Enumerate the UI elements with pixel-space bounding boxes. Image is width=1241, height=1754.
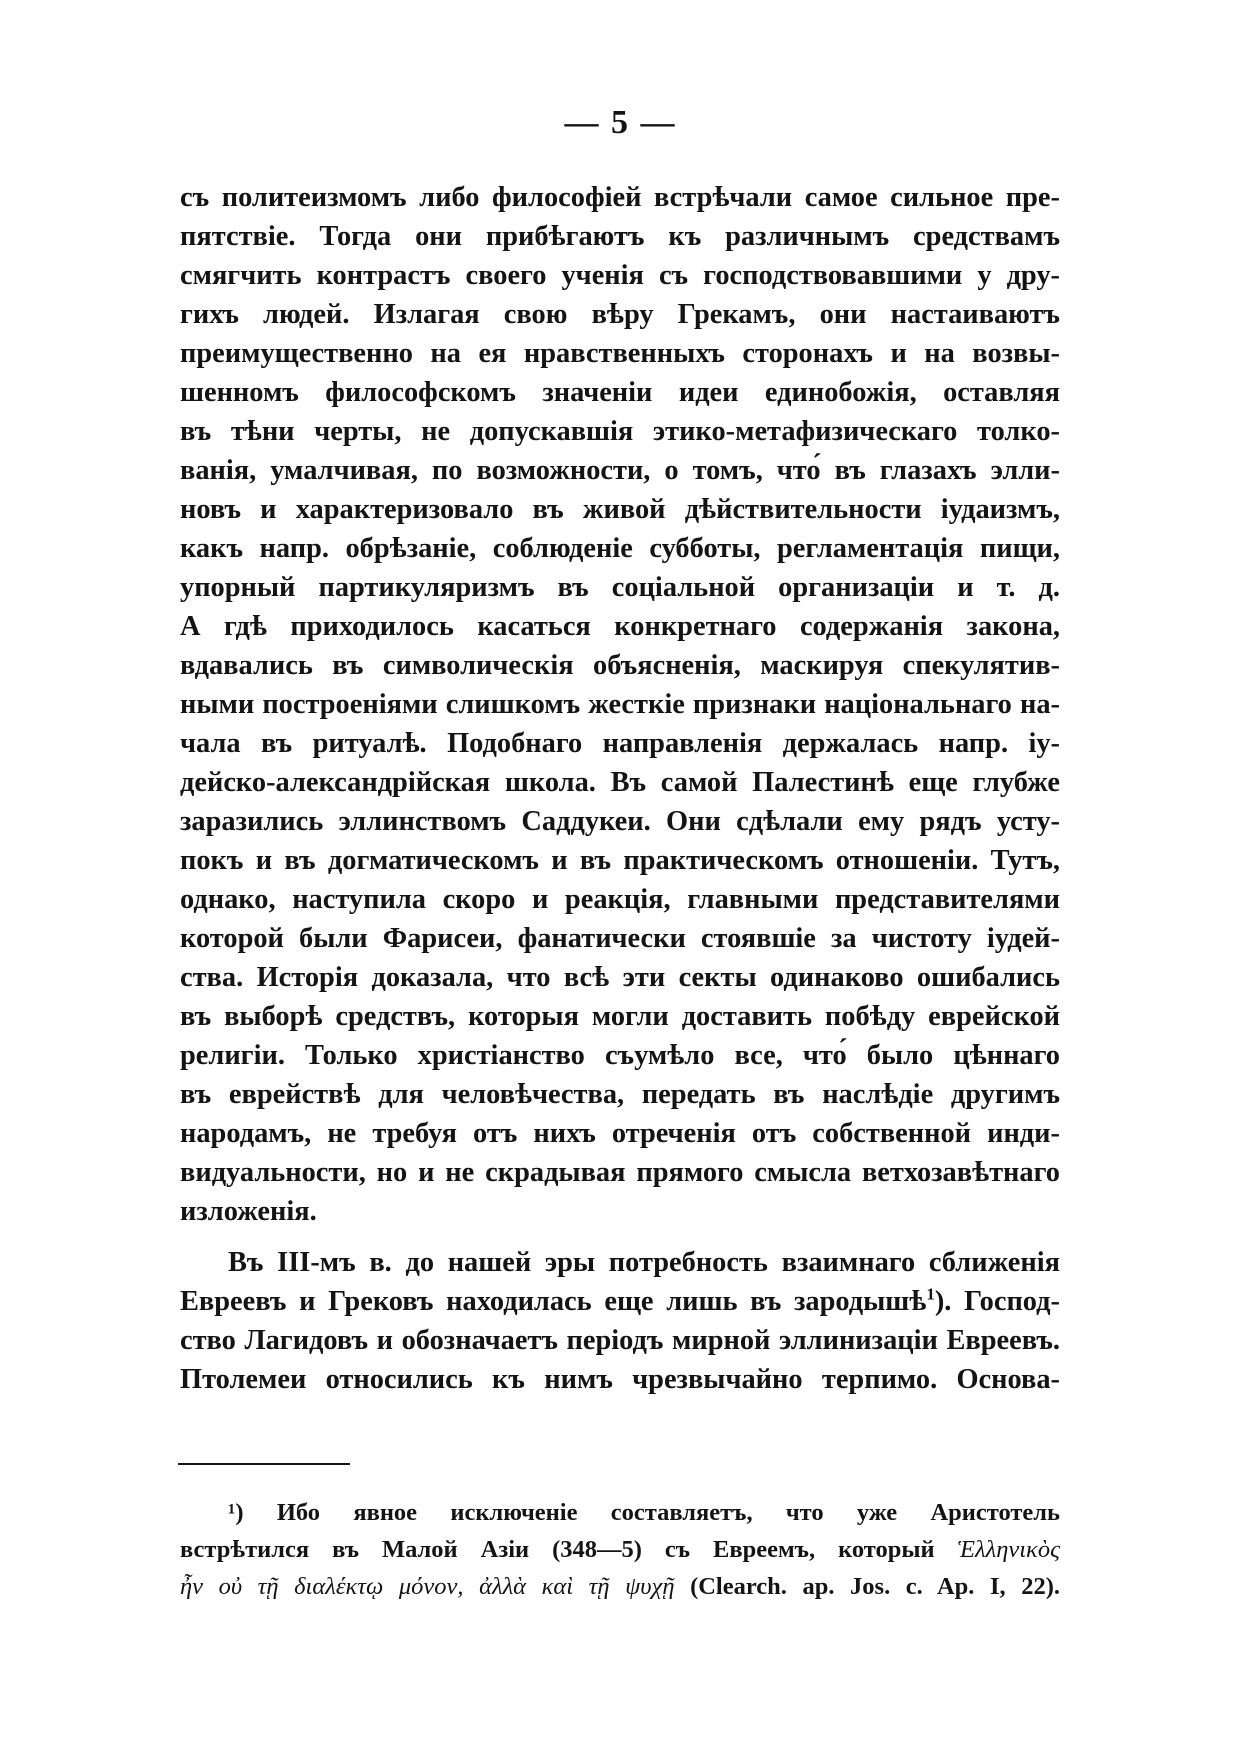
text-line: народамъ, не требуя отъ нихъ отреченія отъ собственной инди- — [180, 1118, 1060, 1149]
text-line: ства. Исторія доказала, что всѣ эти секты одинаково ошибались — [180, 962, 1060, 993]
text-line: въ еврействѣ для человѣчества, передать въ наслѣдіе другимъ — [180, 1079, 1060, 1110]
text-line: А гдѣ приходилось касаться конкретнаго содержанія закона, — [180, 611, 1060, 642]
text-line: преимущественно на ея нравственныхъ сторонахъ и на возвы- — [180, 338, 1060, 369]
footnote — [180, 1494, 1060, 1605]
text-line: въ тѣни черты, не допускавшія этико-метафизическаго толко- — [180, 416, 1060, 447]
paragraph-gap — [180, 1231, 1060, 1243]
text-line: съ политеизмомъ либо философіей встрѣчали самое сильное пре- — [180, 182, 1060, 213]
footnote-text: встрѣтился въ Малой Азіи (348—5) съ Евреемъ, который — [180, 1536, 935, 1563]
footnote-line — [180, 1494, 1060, 1531]
text-line: однако, наступила скоро и реакція, главными представителями — [180, 884, 1060, 915]
text-line: новъ и характеризовало въ живой дѣйствительности іудаизмъ, — [180, 494, 1060, 525]
text-line: шенномъ философскомъ значеніи идеи единобожія, оставляя — [180, 377, 1060, 408]
text-segment: ). Господ- — [934, 1286, 1060, 1317]
text-line: заразились эллинствомъ Саддукеи. Они сдѣлали ему рядъ усту- — [180, 806, 1060, 837]
text-line: въ выборѣ средствъ, которыя могли доставить побѣду еврейской — [180, 1001, 1060, 1032]
text-line: видуальности, но и не скрадывая прямого смысла ветхозавѣтнаго — [180, 1157, 1060, 1188]
text-line: ными построеніями слишкомъ жесткіе признаки національнаго на- — [180, 689, 1060, 720]
footnote-marker: ¹) — [228, 1499, 244, 1526]
text-line: Птолемеи относились къ нимъ чрезвычайно терпимо. Основа- — [180, 1364, 1060, 1395]
text-line: упорный партикуляризмъ въ соціальной организаціи и т. д. — [180, 572, 1060, 603]
footnote-separator — [178, 1463, 350, 1465]
text-line: гихъ людей. Излагая свою вѣру Грекамъ, они настаиваютъ — [180, 299, 1060, 330]
text-line: чала въ ритуалѣ. Подобнаго направленія держалась напр. іу- — [180, 728, 1060, 759]
text-line: вдавались въ символическія объясненія, маскируя спекулятив- — [180, 650, 1060, 681]
footnote-citation: (Clearch. ap. Jos. c. Ap. I, 22). — [690, 1573, 1061, 1600]
text-segment: Евреевъ и Грековъ находилась еще лишь въ зародышѣ — [180, 1286, 927, 1317]
text-line: ство Лагидовъ и обозначаетъ періодъ мирной эллинизаціи Евреевъ. — [180, 1325, 1060, 1356]
text-line: ванія, умалчивая, по возможности, о томъ, что́ въ глазахъ элли- — [180, 455, 1060, 486]
greek-quote: ἦν οὐ τῇ διαλέκτῳ μόνον, ἀλλὰ καὶ τῇ ψυχῇ — [180, 1573, 675, 1600]
text-line: Въ ІІІ-мъ в. до нашей эры потребность взаимнаго сближенія — [228, 1247, 1060, 1278]
footnote-line — [180, 1531, 1060, 1568]
greek-quote: Ἑλληνικὸς — [957, 1536, 1061, 1563]
text-line: которой были Фарисеи, фанатически стоявшіе за чистоту іудей- — [180, 923, 1060, 954]
paragraph-2 — [180, 1243, 1060, 1399]
text-line — [180, 1282, 1060, 1321]
text-line: изложенія. — [180, 1196, 317, 1227]
footnote-reference[interactable]: 1 — [926, 1284, 935, 1304]
text-line: какъ напр. обрѣзаніе, соблюденіе субботы, регламентація пищи, — [180, 533, 1060, 564]
page-number: — 5 — — [564, 104, 677, 141]
text-line: религіи. Только христіанство съумѣло все, что́ было цѣннаго — [180, 1040, 1060, 1071]
text-line: дейско-александрійская школа. Въ самой Палестинѣ еще глубже — [180, 767, 1060, 798]
footnote-text: Ибо явное исключеніе составляетъ, что уже Аристотель — [276, 1499, 1061, 1526]
footnote-line — [180, 1568, 1060, 1605]
paragraph-1 — [180, 178, 1060, 1231]
text-line: пятствіе. Тогда они прибѣгаютъ къ различнымъ средствамъ — [180, 221, 1060, 252]
main-text — [180, 178, 1060, 1399]
text-line: покъ и въ догматическомъ и въ практическомъ отношеніи. Тутъ, — [180, 845, 1060, 876]
text-line: смягчить контрастъ своего ученія съ господствовавшими у дру- — [180, 260, 1060, 291]
